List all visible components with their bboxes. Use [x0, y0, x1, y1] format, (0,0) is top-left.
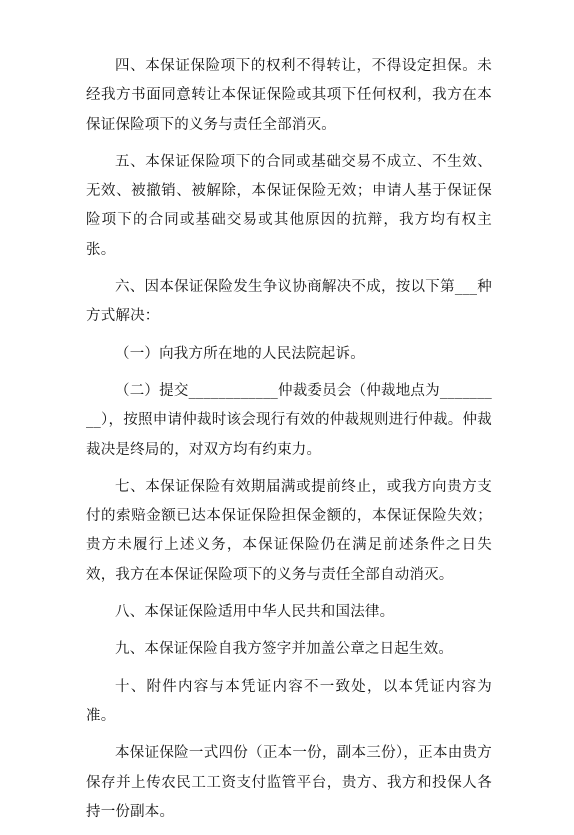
clause-8: 八、本保证保险适用中华人民共和国法律。 — [115, 604, 395, 621]
clause-10: 十、附件内容与本凭证内容不一致处，以本凭证内容为准。 — [86, 678, 492, 724]
copies-clause: 本保证保险一式四份（正本一份，副本三份），正本由贵方保存并上传农民工工资支付监管平台，贵方、我方和投保人各持一份副本。 — [86, 745, 492, 820]
clause-6-option-2: （二）提交____________仲裁委员会（仲裁地点为_________），按照申请仲裁时该会现行有效的仲裁规则进行仲裁。仲裁裁决是终局的，对双方均有约束力。 — [86, 382, 492, 458]
clause-7: 七、本保证保险有效期届满或提前终止，或我方向贵方支付的索赔金额已达本保证保险担保金额的，本保证保险失效；贵方未履行上述义务，本保证保险仍在满足前述条件之日失效，我方在本保证保险项下的义务与责任全部自动消灭。 — [86, 478, 492, 583]
clause-9: 九、本保证保险自我方签字并加盖公章之日起生效。 — [115, 641, 454, 658]
clause-5: 五、本保证保险项下的合同或基础交易不成立、不生效、无效、被撤销、被解除，本保证保险无效；申请人基于保证保险项下的合同或基础交易或其他原因的抗辩，我方均有权主张。 — [86, 153, 492, 258]
clause-4: 四、本保证保险项下的权利不得转让，不得设定担保。未经我方书面同意转让本保证保险或其项下任何权利，我方在本保证保险项下的义务与责任全部消灭。 — [86, 58, 492, 133]
document-body — [86, 52, 492, 835]
clause-6: 六、因本保证保险发生争议协商解决不成，按以下第___种方式解决： — [86, 279, 492, 325]
clause-6-option-1: （一）向我方所在地的人民法院起诉。 — [115, 345, 365, 362]
